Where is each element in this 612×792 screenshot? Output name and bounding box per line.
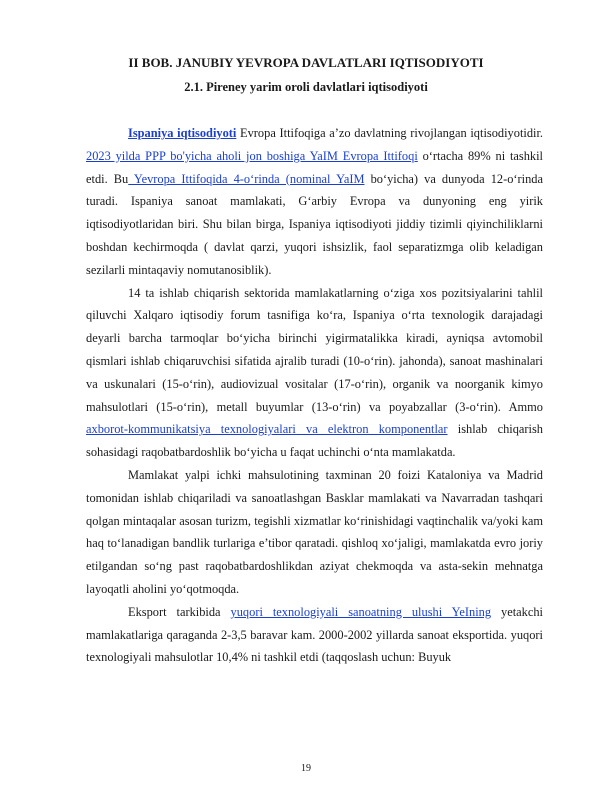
p3-text-1: Mamlakat yalpi ichki mahsulotining taxminan 20 foizi Kataloniya va Madrid tomonidan ishlab chiqariladi va sanoatlashgan Basklar mamlakati va Navarradan tashqari qolgan mintaqalar asosan turizm, tegishli xizmatlar ko‘rinishidagi vaqtinchalik va/yoki kam haq to‘lanadigan bandlik turlariga e’tibor qaratadi. qishloq xo‘jaligi, mamlakatda evro joriy etilgandan so‘ng past raqobatbardoshlikdan aziyat chekmoqda va asta-sekin mehnatga layoqatli aholini yo‘qotmoqda.: [86, 467, 543, 596]
p1-text-1: Evropa Ittifoqiga a’zo davlatning rivojlangan iqtisodiyotidir.: [236, 126, 544, 140]
paragraph-2: [86, 282, 543, 464]
p1-text-2: o‘rtacha 89% ni tashkil etdi. Bu: [86, 148, 544, 186]
link-spain-economy[interactable]: Ispaniya iqtisodiyoti: [128, 126, 237, 140]
p2-text-1: 14 ta ishlab chiqarish sektorida mamlakatlarning o‘ziga xos pozitsiyalarini tahlil qiluvchi Xalqaro iqtisodiy forum tasnifiga ko‘ra, Ispaniya o‘rta texnologik darajadagi deyarli barcha tarmoqlar bo‘yicha birinchi yigirmatalikka kiradi, ayniqsa avtomobil qismlari ishlab chiqaruvchisi sifatida ajralib turadi (10-o‘rin). jahonda), sanoat mashinalari va uskunalari (15-o‘rin), audiovizual vositalar (17-o‘rin), organik va noorganik kimyo mahsulotlari (15-o‘rin), metall buyumlar (13-o‘rin) va poyabzallar (3-o‘rin). Ammo: [86, 285, 543, 414]
link-gdp-ppp[interactable]: 2023 yilda PPP bo'yicha aholi jon boshiga YaIM Evropa Ittifoqi: [86, 148, 418, 163]
p4-text-1: Eksport tarkibida: [128, 604, 231, 619]
p2-text-2: ishlab chiqarish sohasidagi raqobatbardoshlik bo‘yicha u faqat uchinchi o‘nta mamlakatda.: [86, 422, 543, 460]
link-ict-electronics[interactable]: axborot-kommunikatsiya texnologiyalari va elektron komponentlar: [86, 422, 448, 437]
section-title: 2.1. Pireney yarim oroli davlatlari iqtisodiyoti: [184, 80, 428, 94]
paragraph-3: [86, 464, 543, 601]
body-text: [86, 122, 543, 669]
link-high-tech-share[interactable]: yuqori texnologiyali sanoatning ulushi YeIning: [230, 604, 492, 619]
p1-text-3: bo‘yicha) va dunyoda 12-o‘rinda turadi. Ispaniya sanoat mamlakati, G‘arbiy Evropa va dunyoning eng yirik iqtisodiyotlaridan biri. Shu bilan birga, Ispaniya iqtisodiyoti jiddiy tizimli qiyinchiliklarni boshdan kechirmoqda ( davlat qarzi, yuqori ishsizlik, faol separatizmga olib keladigan sezilarli mintaqaviy nomutanosiblik).: [86, 171, 543, 277]
p4-text-2: yetakchi mamlakatlariga qaraganda 2-3,5 baravar kam. 2000-2002 yillarda sanoat eksportida. yuqori texnologiyali mahsulotlar 10,4% ni tashkil etdi (taqqoslash uchun: Buyuk: [86, 604, 543, 665]
chapter-title: II BOB. JANUBIY YEVROPA DAVLATLARI IQTISODIYOTI: [128, 55, 484, 70]
paragraph-1: [86, 122, 543, 282]
page-number: 19: [301, 763, 311, 774]
paragraph-4: [86, 601, 543, 669]
link-eu-rank[interactable]: Yevropa Ittifoqida 4-o‘rinda (nominal YaIM: [128, 171, 365, 186]
